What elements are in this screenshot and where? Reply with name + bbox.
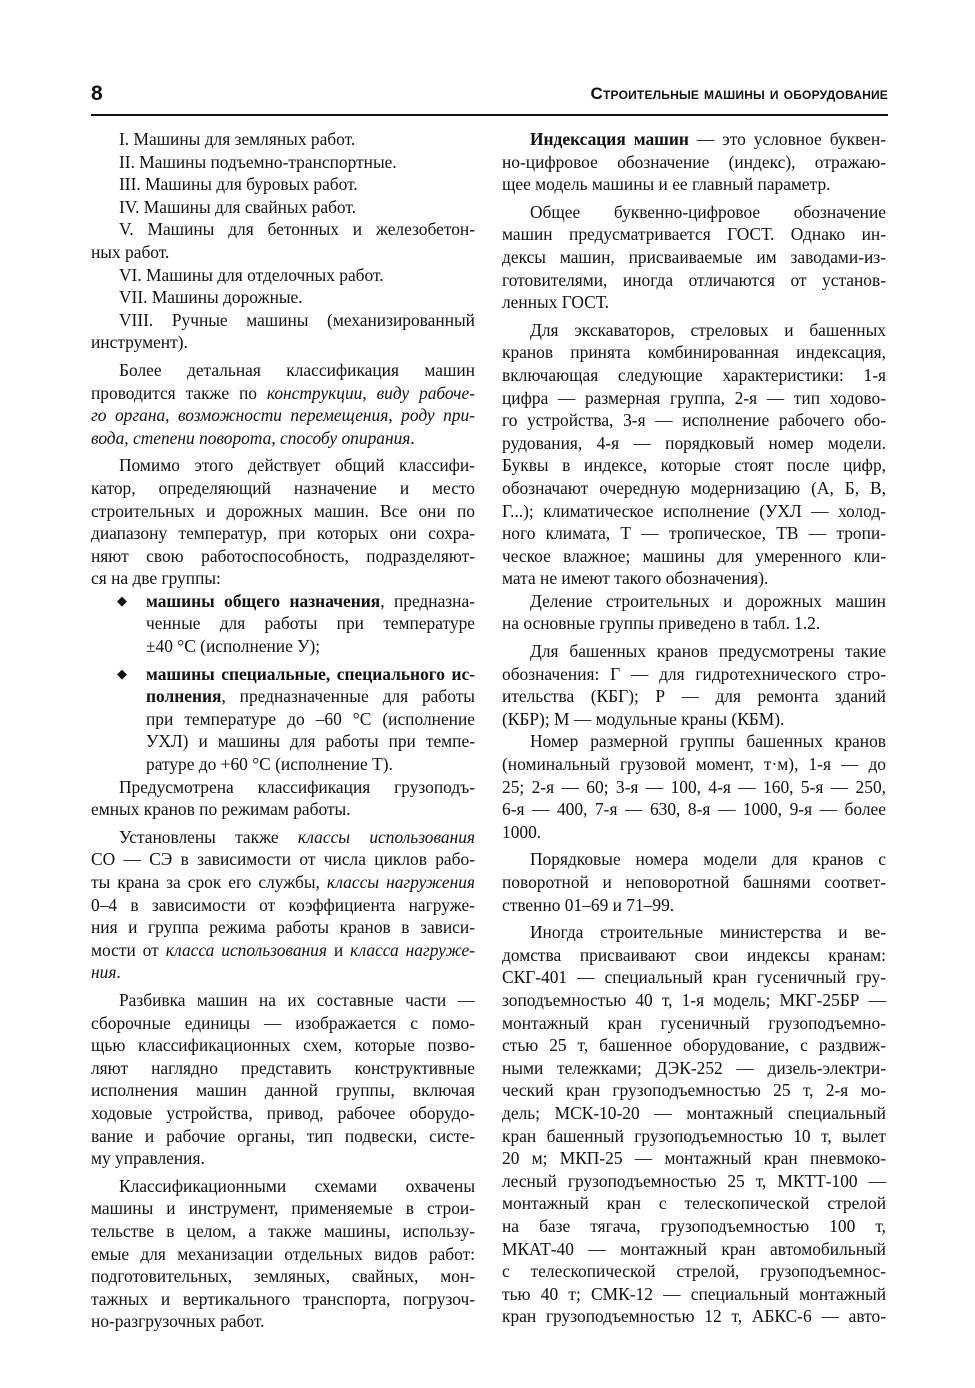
text-line [91, 218, 475, 241]
text-line [502, 567, 886, 590]
line-text: поворотной и неповоротной башнями соответ- [502, 872, 886, 892]
text-line [91, 567, 475, 590]
text-line [91, 826, 475, 849]
text-line [502, 291, 886, 314]
line-text: инструмент). [91, 332, 188, 353]
running-title: Строительные машины и оборудование [590, 84, 888, 103]
line-text: ного климата, Т — тропическое, ТВ — тропи- [502, 523, 886, 544]
line-text: Установлены также классы использования [119, 826, 475, 847]
line-text: 6-я — 400, 7-я — 630, 8-я — 1000, 9-я — более [502, 799, 886, 820]
line-text: дель; МСК-10-20 — монтажный специальный [502, 1102, 886, 1123]
line-text: му управления. [91, 1148, 205, 1169]
text-line [502, 1012, 886, 1035]
line-text: Индексация машин — это условное буквен- [530, 129, 886, 149]
line-text: ляют наглядно представить конструктивные [91, 1057, 475, 1078]
line-text: II. Машины подъемно-транспортные. [119, 151, 397, 172]
text-line [502, 966, 886, 989]
text-line [502, 1238, 886, 1261]
line-text: вода, степени поворота, способу опирания. [91, 427, 415, 448]
line-text: полнения, предназначенные для работы [146, 686, 475, 707]
text-line [502, 894, 886, 917]
line-text: VI. Машины для отделочных работ. [119, 264, 384, 285]
line-text: ся на две группы: [91, 568, 221, 589]
text-line [502, 1057, 886, 1080]
text-line [91, 708, 475, 731]
text-line [502, 341, 886, 364]
line-text: ±40 °С (исполнение У); [146, 636, 321, 657]
text-line [91, 663, 475, 686]
text-line [502, 1260, 886, 1283]
line-text: Номер размерной группы башенных кранов [530, 731, 886, 752]
line-text: тельстве в целом, а также машины, использу- [91, 1220, 475, 1241]
line-text: СО — СЭ в зависимости от числа циклов рабо- [91, 849, 475, 870]
line-text: ческое влажное; машины для умеренного кли- [502, 545, 886, 566]
line-text: го устройства, 3-я — исполнение рабочего обо- [502, 410, 886, 431]
line-text: проводится также по конструкции, виду рабоче- [91, 382, 475, 403]
text-line [502, 201, 886, 224]
line-text: цифра — размерная группа, 2-я — тип ходово- [502, 387, 886, 408]
text-line [502, 730, 886, 753]
line-text: машины и инструмент, применяемые в строи- [91, 1198, 475, 1219]
line-text: (КБР); М — модульные краны (КБМ). [502, 708, 785, 729]
text-line [502, 848, 886, 871]
text-line [502, 432, 886, 455]
text-line [91, 1310, 475, 1333]
text-line [502, 319, 886, 342]
line-text: обозначения: Г — для гидротехнического стро- [502, 663, 886, 684]
text-line [91, 685, 475, 708]
line-text: исполнения машин данной группы, включая [91, 1080, 475, 1101]
text-line [502, 1170, 886, 1193]
text-line [502, 409, 886, 432]
text-line [502, 151, 886, 174]
line-text: тажных и вертикального транспорта, погрузоч- [91, 1288, 475, 1309]
text-line [91, 1125, 475, 1148]
text-line [502, 1192, 886, 1215]
line-text: Разбивка машин на их составные части — [119, 989, 475, 1010]
text-line [502, 1305, 886, 1328]
text-line [502, 246, 886, 269]
text-line [502, 753, 886, 776]
text-line [502, 708, 886, 731]
text-line [91, 382, 475, 405]
text-line [91, 331, 475, 354]
text-line [91, 1220, 475, 1243]
line-text: машины специальные, специального ис- [146, 663, 475, 684]
line-text: на основные группы приведено в табл. 1.2. [502, 613, 821, 634]
line-text: дексы машин, присваиваемые им заводами-из- [502, 246, 886, 267]
text-line [91, 753, 475, 776]
text-line [91, 1034, 475, 1057]
line-text: кран башенный грузоподъемностью 10 т, вылет [502, 1125, 886, 1146]
line-text: VII. Машины дорожные. [119, 287, 303, 308]
text-line [502, 776, 886, 799]
text-line [91, 916, 475, 939]
line-text: няют свою работоспособность, подразделяют- [91, 545, 475, 566]
text-line [91, 1288, 475, 1311]
line-text: III. Машины для буровых работ. [119, 174, 358, 195]
text-line [502, 128, 886, 151]
line-text: Для башенных кранов предусмотрены такие [530, 641, 886, 662]
text-line [91, 1265, 475, 1288]
line-text: но-цифровое обозначение (индекс), отражаю- [502, 151, 886, 172]
line-text: емных кранов по режимам работы. [91, 799, 351, 820]
text-line [91, 173, 475, 196]
text-line [91, 196, 475, 219]
line-text: щее модель машины и ее главный параметр. [502, 174, 831, 195]
text-line [502, 944, 886, 967]
text-line [91, 776, 475, 799]
line-text: VIII. Ручные машины (механизированный [119, 309, 475, 330]
text-line [91, 522, 475, 545]
text-line [502, 821, 886, 844]
text-line [91, 1175, 475, 1198]
text-line [91, 264, 475, 287]
text-line [91, 151, 475, 174]
text-line [91, 454, 475, 477]
page-number: 8 [91, 82, 103, 105]
text-line [91, 1057, 475, 1080]
line-text: ния и группа режима работы кранов в зависи- [91, 917, 475, 938]
text-line [502, 269, 886, 292]
text-line [502, 223, 886, 246]
text-line [91, 1102, 475, 1125]
line-text: ными тележками; ДЭК-252 — дизель-электри- [502, 1057, 886, 1078]
line-text: катор, определяющий назначение и место [91, 477, 475, 498]
left-column [91, 128, 475, 1333]
text-line [502, 173, 886, 196]
line-text: МКАТ-40 — монтажный кран автомобильный [502, 1238, 886, 1259]
line-text: IV. Машины для свайных работ. [119, 196, 357, 217]
line-text: Помимо этого действует общий классифи- [119, 455, 475, 476]
text-line [502, 545, 886, 568]
line-text: V. Машины для бетонных и железобетон- [119, 219, 475, 240]
text-line [91, 590, 475, 613]
line-text: готовителями, иногда отличаются от установ- [502, 269, 886, 290]
line-text: ратуре до +60 °С (исполнение Т). [146, 754, 393, 775]
text-line [91, 404, 475, 427]
line-text: Г...); климатическое исполнение (УХЛ — холод- [502, 500, 886, 521]
line-text: Иногда строительные министерства и ве- [530, 922, 886, 943]
line-text: ческий кран грузоподъемностью 25 т, 2-я мо- [502, 1080, 886, 1101]
line-text: монтажный кран с телескопической стрелой [502, 1193, 886, 1214]
text-line [91, 939, 475, 962]
text-line [91, 309, 475, 332]
line-text: 25; 2-я — 60; 3-я — 100, 4-я — 160, 5-я — 250, [502, 776, 886, 797]
text-line [91, 1197, 475, 1220]
text-line [91, 1147, 475, 1170]
line-text: машины общего назначения, предназна- [146, 590, 475, 611]
line-text: зоподъемностью 40 т, 1-я модель; МКГ-25БР — [502, 989, 886, 1010]
text-line [91, 500, 475, 523]
line-text: СКГ-401 — специальный кран гусеничный гру- [502, 967, 886, 988]
line-text: ченные для работы при температуре [146, 613, 475, 634]
line-text: монтажный кран гусеничный грузоподъемно- [502, 1012, 886, 1033]
text-line [91, 128, 475, 151]
text-line [502, 663, 886, 686]
text-line [502, 798, 886, 821]
line-text: диапазону температур, при которых они сохра- [91, 523, 475, 544]
bullet-icon: ◆ [117, 665, 127, 681]
text-line [502, 1125, 886, 1148]
line-text: Порядковые номера модели для кранов с [530, 849, 886, 870]
line-text: го органа, возможности перемещения, роду при- [91, 405, 475, 426]
line-text: мата не имеют такого обозначения). [502, 568, 769, 589]
line-text: кранов принята комбинированная индексация, [502, 342, 886, 363]
running-header [91, 84, 888, 116]
line-text: ных работ. [91, 241, 170, 262]
line-text: обозначают очередную модернизацию (А, Б, В, [502, 477, 886, 498]
line-text: на базе тягача, грузоподъемностью 100 т, [502, 1215, 886, 1236]
line-text: мости от класса использования и класса нагруже- [91, 939, 475, 960]
line-text: Для экскаваторов, стреловых и башенных [530, 319, 886, 340]
text-line [91, 894, 475, 917]
line-text: рудования, 4-я — порядковый номер модели. [502, 432, 886, 453]
line-text: 1000. [502, 821, 542, 842]
line-text: при температуре до –60 °С (исполнение [146, 708, 475, 729]
line-text: ты крана за срок его службы, классы нагружения [91, 872, 475, 892]
line-text: включающая следующие характеристики: 1-я [502, 364, 886, 385]
line-text: Классификационными схемами охвачены [119, 1175, 475, 1196]
text-line [502, 1215, 886, 1238]
line-text: ленных ГОСТ. [502, 292, 609, 313]
text-line [502, 921, 886, 944]
line-text: ственно 01–69 и 71–99. [502, 894, 675, 915]
text-line [502, 1079, 886, 1102]
line-text: стью 25 т, башенное оборудование, с раздвиж- [502, 1035, 886, 1056]
text-line [91, 545, 475, 568]
line-text: кран грузоподъемностью 12 т, АБКС-6 — авто- [502, 1306, 886, 1327]
line-text: ительства (КБГ); Р — для ремонта зданий [502, 686, 886, 707]
line-text: (номинальный грузовой момент, т·м), 1-я — до [502, 754, 886, 775]
text-line [502, 612, 886, 635]
text-line [91, 427, 475, 450]
line-text: 0–4 в зависимости от коэффициента нагруже- [91, 894, 475, 915]
bullet-icon: ◆ [117, 592, 127, 608]
line-text: вание и рабочие органы, тип подвески, систе- [91, 1125, 475, 1146]
line-text: ходовые устройства, привод, рабочее оборудо- [91, 1102, 475, 1123]
line-text: домства присваивают свои индексы кранам: [502, 944, 886, 965]
text-line [91, 1012, 475, 1035]
text-line [502, 454, 886, 477]
text-line [91, 871, 475, 894]
text-line [502, 1283, 886, 1306]
text-line [502, 1147, 886, 1170]
text-line [502, 989, 886, 1012]
text-line [502, 640, 886, 663]
text-line [502, 1034, 886, 1057]
line-text: Общее буквенно-цифровое обозначение [530, 201, 886, 222]
line-text: ния. [91, 962, 121, 983]
line-text: Деление строительных и дорожных машин [530, 590, 886, 611]
line-text: I. Машины для земляных работ. [119, 129, 356, 149]
text-line [502, 685, 886, 708]
text-line [91, 635, 475, 658]
text-line [502, 590, 886, 613]
text-line [502, 522, 886, 545]
text-line [91, 241, 475, 264]
text-line [91, 961, 475, 984]
text-line [91, 1079, 475, 1102]
line-text: машин предусматривается ГОСТ. Однако ин- [502, 224, 886, 245]
line-text: УХЛ) и машины для работы при темпе- [146, 731, 475, 752]
text-line [91, 1243, 475, 1266]
line-text: Буквы в индексе, которые стоят после цифр, [502, 455, 886, 476]
line-text: с телескопической стрелой, грузоподъемнос- [502, 1261, 886, 1282]
line-text: емые для механизации отдельных видов работ: [91, 1243, 475, 1264]
line-text: Более детальная классификация машин [119, 359, 475, 380]
text-line [502, 364, 886, 387]
line-text: 20 м; МКП-25 — монтажный кран пневмоко- [502, 1148, 886, 1169]
line-text: щью классификационных схем, которые позво- [91, 1035, 475, 1056]
text-line [91, 477, 475, 500]
text-line [91, 612, 475, 635]
text-line [502, 387, 886, 410]
line-text: подготовительных, земляных, свайных, мон- [91, 1266, 475, 1287]
line-text: но-разгрузочных работ. [91, 1311, 265, 1332]
text-line [91, 286, 475, 309]
line-text: сборочные единицы — изображается с помо- [91, 1012, 475, 1033]
text-line [502, 477, 886, 500]
text-line [91, 359, 475, 382]
text-line [502, 1102, 886, 1125]
text-line [502, 871, 886, 894]
text-line [91, 989, 475, 1012]
text-line [91, 848, 475, 871]
text-line [502, 500, 886, 523]
right-column [502, 128, 886, 1328]
line-text: лесный грузоподъемностью 25 т, МКТТ-100 — [502, 1170, 886, 1191]
text-line [91, 730, 475, 753]
text-line [91, 798, 475, 821]
line-text: Предусмотрена классификация грузоподъ- [119, 776, 475, 797]
line-text: тью 40 т; СМК-12 — специальный монтажный [502, 1283, 886, 1304]
line-text: строительных и дорожных машин. Все они по [91, 500, 475, 521]
